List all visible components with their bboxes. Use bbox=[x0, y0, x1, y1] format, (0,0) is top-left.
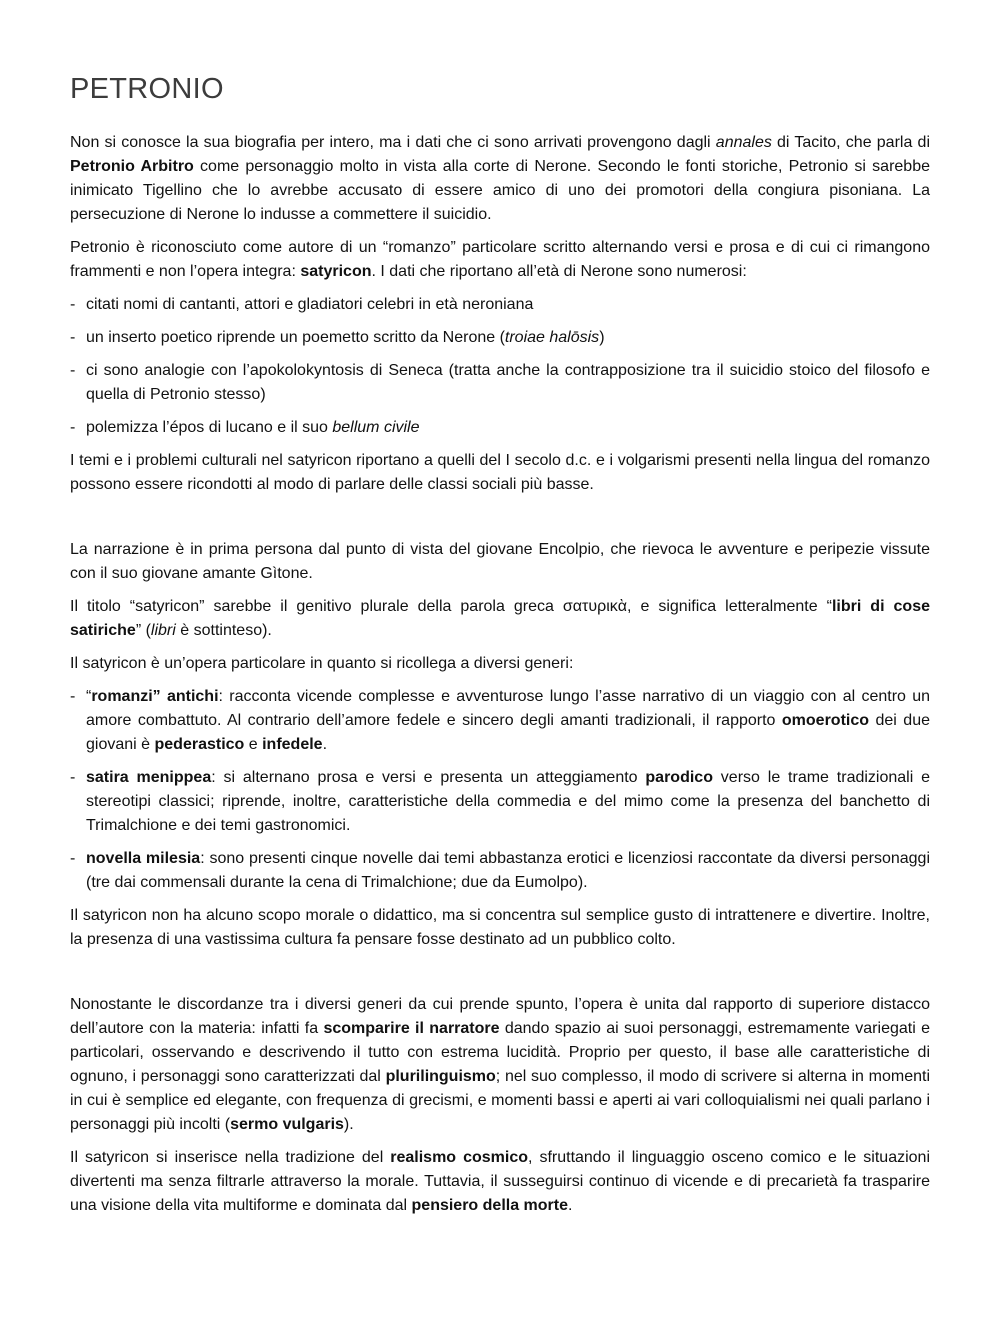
text-run: : sono presenti cinque novelle dai temi abbastanza erotici e licenziosi raccontate da diversi personaggi (tre dai commensali durante la cena di Trimalchione; due da Eumolpo). bbox=[86, 850, 930, 891]
list-bullet: - bbox=[70, 419, 76, 436]
text-run: un inserto poetico riprende un poemetto scritto da Nerone ( bbox=[86, 329, 505, 346]
text-run: : si alternano prosa e versi e presenta un atteggiamento bbox=[211, 769, 646, 786]
text-run: Petronio è riconosciuto come autore di un “romanzo” particolare scritto alternando versi e prosa e di cui ci rimangono frammenti e non l’opera integra: bbox=[70, 239, 930, 280]
bold-text: realismo cosmico bbox=[390, 1149, 528, 1166]
list-bullet: - bbox=[70, 850, 76, 867]
text-run: , sfruttando il linguaggio osceno comico e le situazioni divertenti ma senza filtrarle attraverso la morale. Tuttavia, il susseguirsi continuo di vicende e di precarietà fa trasparire una visione della vita multiforme e dominata dal bbox=[70, 1149, 931, 1214]
text-run: polemizza l’épos di lucano e il suo bbox=[86, 419, 333, 436]
page-title: PETRONIO bbox=[70, 73, 224, 105]
text-run: ) bbox=[599, 329, 605, 346]
bold-text: scomparire il narratore bbox=[323, 1020, 500, 1037]
bold-text: libri di cose satiriche bbox=[70, 598, 930, 639]
text-run: dei due giovani è bbox=[86, 712, 931, 753]
text-run: Il satyricon è un’opera particolare in quanto si ricollega a diversi generi: bbox=[70, 655, 574, 672]
text-run: . bbox=[568, 1197, 573, 1214]
paragraph-realism bbox=[70, 1146, 930, 1218]
italic-text: troiae halōsis bbox=[504, 329, 600, 346]
italic-text: libri bbox=[150, 622, 176, 639]
text-run: Il titolo “satyricon” sarebbe il genitivo plurale della parola greca σατυρικὰ, e significa letteralmente “ bbox=[70, 598, 832, 615]
bold-text: Petronio Arbitro bbox=[70, 158, 194, 175]
bold-text: satira menippea bbox=[86, 769, 212, 786]
text-run: citati nomi di cantanti, attori e gladiatori celebri in età neroniana bbox=[86, 296, 534, 313]
list-bullet: - bbox=[70, 296, 76, 313]
bold-text: pederastico bbox=[154, 736, 245, 753]
bold-text: satyricon bbox=[300, 263, 372, 280]
italic-text: annales bbox=[715, 134, 772, 151]
text-run: ci sono analogie con l’apokolokyntosis di Seneca (tratta anche la contrapposizione tra il suicidio stoico del filosofo e quella di Petronio stesso) bbox=[86, 362, 930, 403]
text-run: è sottinteso). bbox=[175, 622, 272, 639]
italic-text: bellum civile bbox=[332, 419, 420, 436]
text-run: di Tacito, che parla di bbox=[771, 134, 930, 151]
text-run: e bbox=[244, 736, 263, 753]
bold-text: novella milesia bbox=[86, 850, 201, 867]
genres-list bbox=[70, 685, 930, 895]
text-run: Non si conosce la sua biografia per intero, ma i dati che ci sono arrivati provengono dagli bbox=[70, 134, 716, 151]
text-run: : racconta vicende complesse e avventurose lungo l’asse narrativo di un viaggio con al centro un amore combattuto. Al contrario dell’amore fedele e sincero degli amanti tradizionali, il rapporto bbox=[86, 688, 930, 729]
list-item bbox=[70, 359, 930, 407]
list-item bbox=[70, 293, 930, 317]
list-bullet: - bbox=[70, 769, 76, 786]
list-item bbox=[70, 766, 930, 838]
text-run: ). bbox=[343, 1116, 354, 1133]
text-run: ; nel suo complesso, il modo di scrivere si alterna in momenti in cui è semplice ed elegante, con frequenza di grecismi, e momenti bassi e aperti ai vari colloquialismi nei quali parlano i personaggi più incolti ( bbox=[70, 1068, 930, 1133]
bold-text: plurilinguismo bbox=[385, 1068, 496, 1085]
text-run: dando spazio ai suoi personaggi, estremamente variegati e particolari, osservando e descrivendo il tutto con estrema lucidità. Proprio per questo, il base alle caratteristiche di ognuno, i personaggi sono caratterizzati dal bbox=[70, 1020, 930, 1085]
paragraph-style bbox=[70, 993, 930, 1137]
list-bullet: - bbox=[70, 688, 76, 705]
text-run: come personaggio molto in vista alla corte di Nerone. Secondo le fonti storiche, Petronio si sarebbe inimicato Tigellino che lo avrebbe accusato di essere amico di uno dei promotori della congiura pisoniana. La persecuzione di Nerone lo indusse a commettere il suicidio. bbox=[70, 158, 930, 223]
list-bullet: - bbox=[70, 362, 76, 379]
paragraph-satyricon-intro bbox=[70, 236, 930, 284]
paragraph-themes bbox=[70, 449, 930, 497]
paragraph-title-meaning bbox=[70, 595, 930, 643]
document-content bbox=[70, 70, 930, 1227]
text-run: . I dati che riportano all’età di Nerone sono numerosi: bbox=[371, 263, 747, 280]
text-run: ” ( bbox=[135, 622, 151, 639]
text-run: La narrazione è in prima persona dal punto di vista del giovane Encolpio, che rievoca le avventure e peripezie vissute con il suo giovane amante Gìtone. bbox=[70, 541, 930, 582]
list-item bbox=[70, 326, 930, 350]
list-item bbox=[70, 847, 930, 895]
text-run: Nonostante le discordanze tra i diversi generi da cui prende spunto, l’opera è unita dal rapporto di superiore distacco dell’autore con la materia: infatti fa bbox=[70, 996, 930, 1037]
text-run: Il satyricon si inserisce nella tradizione del bbox=[70, 1149, 391, 1166]
bold-text: pensiero della morte bbox=[411, 1197, 569, 1214]
text-run: Il satyricon non ha alcuno scopo morale o didattico, ma si concentra sul semplice gusto di intrattenere e divertire. Inoltre, la presenza di una vastissima cultura fa pensare fosse destinato ad un pubblico colto. bbox=[70, 907, 930, 948]
section-gap bbox=[70, 506, 930, 538]
text-run: I temi e i problemi culturali nel satyricon riportano a quelli del I secolo d.c. e i volgarismi presenti nella lingua del romanzo possono essere ricondotti al modo di parlare delle classi sociali più basse. bbox=[70, 452, 930, 493]
text-run: verso le trame tradizionali e stereotipi classici; riprende, inoltre, caratteristiche della commedia e del mimo come la presenza del banchetto di Trimalchione e dei temi gastronomici. bbox=[86, 769, 931, 834]
list-bullet: - bbox=[70, 329, 76, 346]
text-run: . bbox=[322, 736, 328, 753]
list-item bbox=[70, 685, 930, 757]
paragraph-genres-intro bbox=[70, 652, 930, 676]
nero-evidence-list bbox=[70, 293, 930, 440]
bold-text: romanzi” antichi bbox=[91, 688, 219, 705]
paragraph-purpose bbox=[70, 904, 930, 952]
bold-text: omoerotico bbox=[781, 712, 870, 729]
paragraph-biography bbox=[70, 131, 930, 227]
bold-text: infedele bbox=[262, 736, 323, 753]
list-item bbox=[70, 416, 930, 440]
bold-text: parodico bbox=[645, 769, 713, 786]
paragraph-narration bbox=[70, 538, 930, 586]
section-gap bbox=[70, 961, 930, 993]
bold-text: sermo vulgaris bbox=[230, 1116, 344, 1133]
text-run: “ bbox=[86, 688, 92, 705]
